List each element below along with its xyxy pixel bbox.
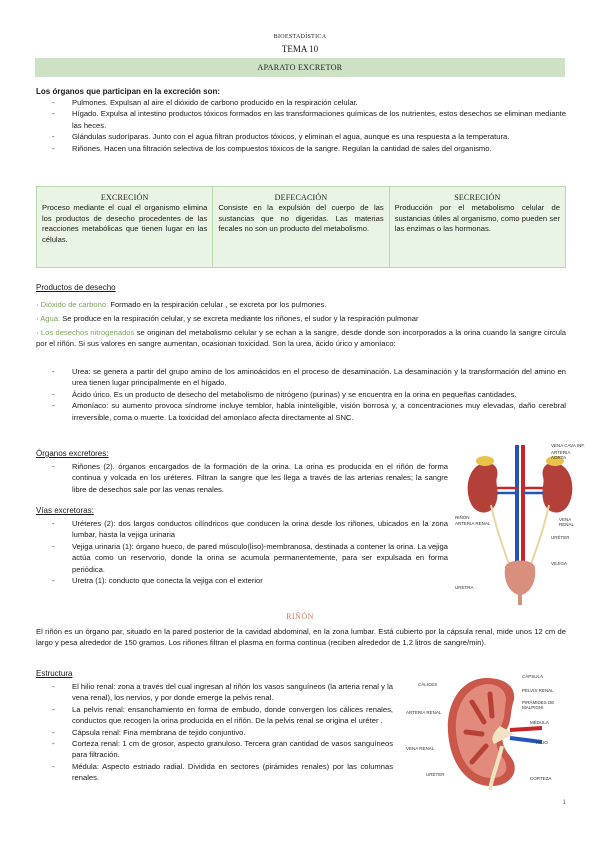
diagram-label: VEJIGA <box>551 561 568 566</box>
diagram-label: ARTERIA AORTA <box>551 450 571 460</box>
diagram-label: RIÑÓN <box>455 515 470 520</box>
list-item: - Hígado. Expulsa al intestino productos tóxicos formados en las transformaciones químicas de los nutrientes, estos desechos se eliminan mediante las heces. <box>52 109 566 130</box>
estructura-list <box>36 681 393 784</box>
diagram-label: PIRÁMIDES DE MALPIGHI <box>522 700 555 710</box>
diagram-label: URETRA <box>455 585 474 590</box>
desechos-list <box>36 366 566 423</box>
list-item: - La pelvis renal: ensanchamiento en forma de embudo, donde convergen los cálices renales, conductos que recogen la orina producida en el riñón. De la pelvis renal se origina el uréter . <box>52 704 393 726</box>
diagram-label: CÁLICES <box>418 682 438 687</box>
diagram-label: CÁPSULA <box>522 674 544 679</box>
agua-term: Agua: <box>40 314 61 323</box>
section-banner: APARATO EXCRETOR <box>35 58 565 77</box>
list-item: - Riñones. Hacen una filtración selectiva de los compuestos tóxicos de la sangre. Regulan la cantidad de sales del organismo. <box>52 143 492 153</box>
table-column-secrecion <box>390 187 565 267</box>
kidney-diagram <box>402 672 567 792</box>
diagram-label: ARTERIA RENAL <box>406 710 442 715</box>
list-item: - Cápsula renal: Fina membrana de tejido conjuntivo. <box>52 727 246 737</box>
excretores-heading: Órganos excretores: <box>36 449 109 458</box>
table-column-defecacion <box>213 187 389 267</box>
list-item: - Pulmones. Expulsan al aire el dióxido de carbono producido en la respiración celular. <box>52 98 358 107</box>
nitro-paragraph: · Los desechos nitrogenados se originan del metabolismo celular y se echan a la sangre, desde donde son incorporados a la orina cuando la sangre circula por el riñón. Si sus valores en sangre aumentan, ocasionan toxicidad. Son la urea, ácido úrico y amoníaco: <box>36 328 566 349</box>
diagram-label: HILIO <box>536 740 548 745</box>
list-item: - Vejiga urinaria (1): órgano hueco, de pared músculo(liso)-membranosa, destinada a contener la orina. La vejiga actúa como un reservorio, donde la orina se acumula permanentemente, para ser expulsada en forma periódica. <box>52 541 448 574</box>
rinon-intro: El riñón es un órgano par, situado en la pared posterior de la cavidad abdominal, en la zona lumbar. Está cubierto por la cápsula renal, mide unos 12 cm de largo y pesa alrededor de 150 gramos. Los riñones filtran el plasma en forma continua (reciben alrededor de 1,2 litros de sangre/min). <box>36 627 566 648</box>
vias-heading: Vías excretoras: <box>36 506 94 515</box>
excretores-list <box>36 461 448 495</box>
list-item: - Glándulas sudoríparas. Junto con el agua filtran productos tóxicos, y eliminan el agua, aunque es una respuesta a la temperatura. <box>52 132 510 142</box>
diagram-label: CORTEZA <box>530 776 552 781</box>
definitions-table <box>36 186 566 268</box>
intro-heading: Los órganos que participan en la excreción son: <box>36 87 221 96</box>
vias-list <box>36 518 448 586</box>
diagram-label: ARTERIA RENAL <box>455 521 491 526</box>
subject-label: BIOESTADÍSTICA <box>273 34 327 40</box>
diagram-label: VENA RENAL <box>559 517 575 527</box>
list-item: - Uretra (1): conducto que conecta la vejiga con el exterior <box>52 576 263 586</box>
page-number: 1 <box>562 800 566 806</box>
list-item: - Corteza renal: 1 cm de grosor, aspecto granuloso. Tercera gran cantidad de vasos sanguíneos para filtración. <box>52 739 393 760</box>
column-text: Consiste en la expulsión del cuerpo de las sustancias que no digeridas. Las materias fecales no son un producto del metabolismo. <box>218 203 384 234</box>
column-text: Proceso mediante el cual el organismo elimina los productos de desecho procedentes de las reacciones metabólicas que tienen lugar en las células. <box>42 203 208 244</box>
diagram-label: VENA CAVA INF. <box>551 443 585 448</box>
table-column-excrecion <box>37 187 213 267</box>
list-item: - Ácido úrico. Es un producto de desecho del metabolismo de nitrógeno (purinas) y se encuentra en la orina en pequeñas cantidades. <box>52 389 517 399</box>
list-item: - El hilio renal: zona a través del cual ingresan al riñón los vasos sanguíneos (la arteria renal y la vena renal), los nervios, y por donde emerge la pelvis renal. <box>52 682 393 703</box>
rinon-title: RIÑÓN <box>286 612 314 621</box>
estructura-heading: Estructura <box>36 669 73 678</box>
diagram-label: URÉTER <box>426 772 445 777</box>
co2-line: · Dióxido de carbono: Formado en la respiración celular , se excreta por los pulmones. <box>36 300 327 309</box>
list-item: - Urea: se genera a partir del grupo amino de los aminoácidos en el proceso de desaminación. La desaminación y la transformación del amino en urea tienen lugar principalmente en el hígado. <box>52 367 566 388</box>
diagram-label: VENA RENAL <box>406 746 435 751</box>
desechos-heading: Productos de desecho <box>36 283 116 292</box>
list-item: - Médula: Aspecto estriado radial. Dividida en sectores (pirámides renales) por las columnas renales. <box>52 761 393 783</box>
diagram-label: URÉTER <box>551 535 570 540</box>
topic-number: TEMA 10 <box>281 44 319 54</box>
column-heading: DEFECACIÓN <box>274 193 328 202</box>
diagram-label: MÉDULA <box>530 720 549 725</box>
list-item: - Riñones (2). órganos encargados de la formación de la orina. La orina es producida en el riñón de forma continua y volcada en los uréteres. Filtran la sangre que les llega a través de las arterias renales; la sangre libre de desechos sale por las venas renales. <box>52 462 448 494</box>
column-heading: SECRECIÓN <box>454 193 501 202</box>
co2-term: Dióxido de carbono: <box>40 300 109 309</box>
list-item: - Amoníaco: su aumento provoca síndrome incluye temblor, habla ininteligible, visión borrosa y, a concentraciones muy elevadas, daño cerebral irreversible, coma o muerte. La toxicidad del amoníaco afecta directamente al SNC. <box>52 401 566 422</box>
list-item: - Uréteres (2): dos largos conductos cilíndricos que conducen la orina desde los riñones, ubicados en la zona lumbar, hasta la vejiga urinaria <box>52 519 448 540</box>
diagram-label: PELVIS RENAL <box>522 688 554 693</box>
organs-list <box>36 97 566 154</box>
nitro-term: Los desechos nitrogenados <box>40 328 135 337</box>
urinary-system-diagram <box>455 443 585 608</box>
column-text: Producción por el metabolismo celular de sustancias útiles al organismo, como pueden ser las enzimas o las hormonas. <box>394 203 560 234</box>
agua-line: · Agua: Se produce en la respiración celular, y se excreta mediante los riñones, el sudor y la respiración pulmonar <box>36 314 419 323</box>
column-heading: EXCRECIÓN <box>100 193 149 202</box>
